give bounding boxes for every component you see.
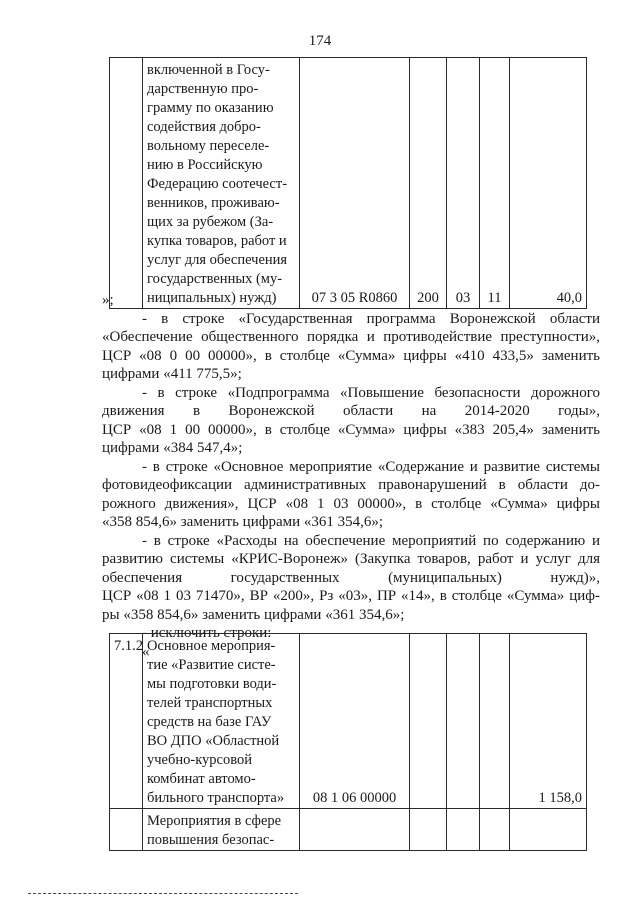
closing-quote: »;: [102, 292, 114, 308]
paragraph-line: ЦСР «08 1 00 00000», в столбце «Сумма» цифры «383 205,4» заменить: [102, 421, 600, 438]
row-name-line: купка товаров, работ и: [147, 233, 287, 249]
row-name-line: грамму по оказанию: [147, 100, 274, 116]
row-name-cell: [143, 58, 300, 309]
row-name-cell: [143, 809, 300, 851]
pr-cell: [480, 634, 510, 809]
vr-cell: [410, 809, 447, 851]
row-name-line: содействия добро-: [147, 119, 261, 135]
sum-cell: 1 158,0: [510, 634, 587, 809]
paragraph-line: - в строке «Подпрограмма «Повышение безопасности дорожного: [142, 384, 600, 401]
vr-cell: 200: [410, 58, 447, 309]
budget-table-continued: [109, 57, 587, 309]
paragraph-line: - исключить строки:: [142, 625, 272, 641]
paragraph-line: ЦСР «08 0 00 00000», в столбце «Сумма» цифры «410 433,5» заменить: [102, 347, 600, 364]
opening-quote: «: [142, 643, 150, 660]
paragraph-line: фотовидеофиксации административных правонарушений в области до-: [102, 477, 600, 493]
rz-cell: [447, 634, 480, 809]
row-name-line: учебно-курсовой: [147, 752, 252, 768]
row-name-line: вольному переселе-: [147, 138, 270, 154]
paragraph-line: цифрами «411 775,5»;: [102, 366, 242, 382]
paragraph-line: ЦСР «08 1 03 71470», ВР «200», Рз «03», ПР «14», в столбце «Сумма» циф-: [102, 588, 600, 604]
paragraph-line: - в строке «Основное мероприятие «Содержание и развитие системы: [142, 458, 600, 475]
budget-table-excluded-rows: [109, 633, 587, 851]
row-name-line: дарственную про-: [147, 81, 259, 97]
table-row: [110, 58, 587, 309]
row-number-cell: [110, 809, 143, 851]
row-name-line: тие «Развитие систе-: [147, 657, 276, 673]
row-name-line: Федерацию соотечест-: [147, 176, 288, 192]
row-name-line: ниципальных) нужд): [147, 290, 277, 306]
row-name-line: венников, проживаю-: [147, 195, 280, 211]
page-bottom-rule: [28, 893, 298, 894]
row-name-line: мы подготовки води-: [147, 676, 277, 692]
table-row: [110, 809, 587, 851]
row-name-line: средств на базе ГАУ: [147, 714, 272, 730]
csr-cell: 07 3 05 R0860: [300, 58, 410, 309]
row-number-cell: [110, 58, 143, 309]
row-number-cell: 7.1.2: [110, 634, 143, 809]
paragraph-line: - в строке «Расходы на обеспечение мероприятий по содержанию и: [142, 532, 600, 549]
paragraph-line: рожного движения», ЦСР «08 1 03 00000», в столбце «Сумма» цифры: [102, 495, 600, 512]
rz-cell: [447, 809, 480, 851]
row-name-line: Мероприятия в сфере: [147, 813, 282, 829]
table-row: [110, 634, 587, 809]
paragraph-line: - в строке «Государственная программа Воронежской области: [142, 310, 600, 327]
paragraph-line: цифрами «384 547,4»;: [102, 440, 243, 456]
row-name-line: щих за рубежом (За-: [147, 214, 274, 230]
paragraph-line: движения в Воронежской области на 2014-2020 годы»,: [102, 403, 600, 419]
csr-cell: 08 1 06 00000: [300, 634, 410, 809]
paragraph-line: развитию системы «КРИС-Воронеж» (Закупка товаров, работ и услуг для: [102, 551, 600, 567]
row-name-line: телей транспортных: [147, 695, 273, 711]
paragraph-line: «358 854,6» заменить цифрами «361 354,6»;: [102, 514, 384, 530]
page-number: 174: [308, 33, 332, 49]
row-name-line: государственных (му-: [147, 271, 283, 287]
amendment-text: [102, 291, 600, 661]
vr-cell: [410, 634, 447, 809]
row-name-line: комбинат автомо-: [147, 771, 256, 787]
sum-cell: 40,0: [510, 58, 587, 309]
row-name-line: бильного транспорта»: [147, 790, 285, 806]
csr-cell: [300, 809, 410, 851]
pr-cell: [480, 809, 510, 851]
rz-cell: 03: [447, 58, 480, 309]
row-name-line: услуг для обеспечения: [147, 252, 288, 268]
row-name-line: Основное мероприя-: [147, 638, 276, 654]
pr-cell: 11: [480, 58, 510, 309]
row-name-line: включенной в Госу-: [147, 62, 270, 78]
row-name-line: повышения безопас-: [147, 832, 275, 848]
row-name-line: ВО ДПО «Областной: [147, 733, 280, 749]
paragraph-line: «Обеспечение общественного порядка и противодействие преступности»,: [102, 329, 600, 345]
sum-cell: [510, 809, 587, 851]
paragraph-line: ры «358 854,6» заменить цифрами «361 354,6»;: [102, 606, 405, 623]
paragraph-line: обеспечения государственных (муниципальных) нужд)»,: [102, 569, 600, 586]
row-name-line: нию в Российскую: [147, 157, 263, 173]
row-name-cell: [143, 634, 300, 809]
